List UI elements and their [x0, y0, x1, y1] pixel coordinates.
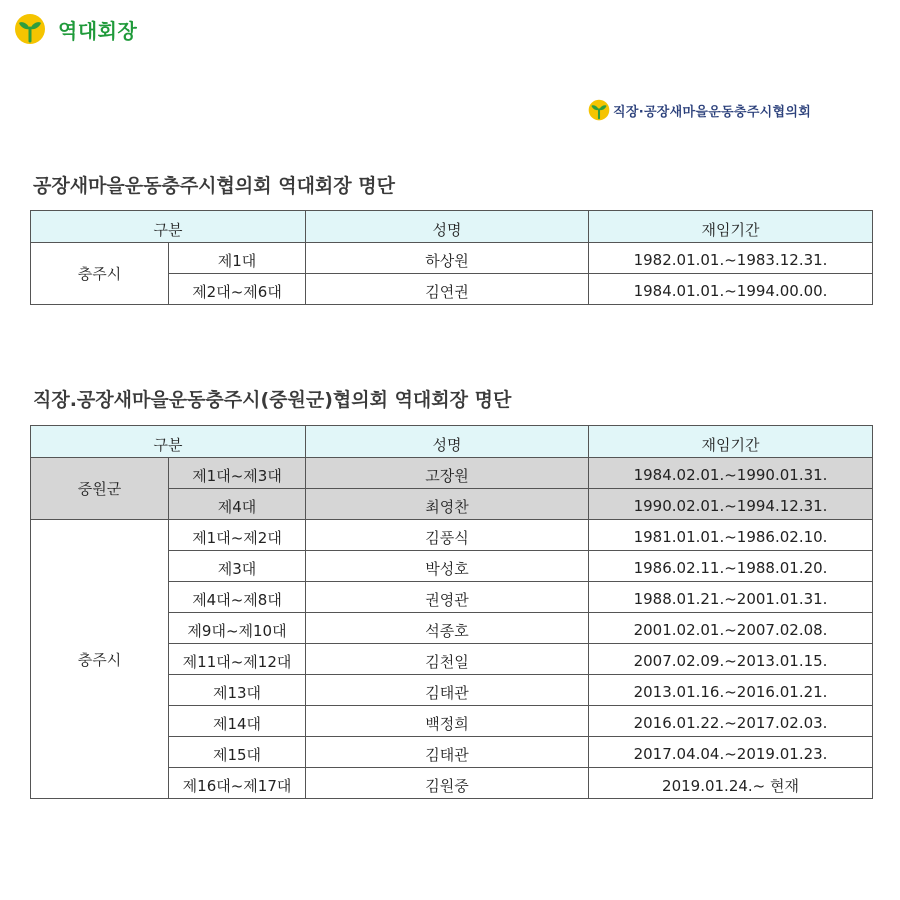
col-header-name: 성명	[306, 211, 589, 243]
term-cell: 제3대	[169, 551, 306, 582]
period-cell: 2001.02.01.~2007.02.08.	[589, 613, 873, 644]
term-cell: 제9대~제10대	[169, 613, 306, 644]
col-header-name: 성명	[306, 426, 589, 458]
page-title: 역대회장	[58, 18, 138, 43]
name-cell: 권영관	[306, 582, 589, 613]
term-cell: 제1대~제3대	[169, 458, 306, 489]
name-cell: 백정희	[306, 706, 589, 737]
period-cell: 2016.01.22.~2017.02.03.	[589, 706, 873, 737]
section1-title: 공장새마을운동충주시협의회 역대회장 명단	[33, 175, 395, 197]
group-cell: 중원군	[31, 458, 169, 520]
period-cell: 2013.01.16.~2016.01.21.	[589, 675, 873, 706]
term-cell: 제16대~제17대	[169, 768, 306, 799]
section1-table	[30, 210, 873, 305]
table-row	[31, 458, 873, 489]
saemaul-logo-icon	[14, 13, 46, 45]
period-cell: 1984.02.01.~1990.01.31.	[589, 458, 873, 489]
org-badge	[588, 97, 811, 123]
col-header-category: 구분	[31, 426, 306, 458]
term-cell: 제13대	[169, 675, 306, 706]
period-cell: 1982.01.01.~1983.12.31.	[589, 243, 873, 274]
term-cell: 제2대~제6대	[169, 274, 306, 305]
table-row	[31, 243, 873, 274]
name-cell: 하상원	[306, 243, 589, 274]
name-cell: 최영찬	[306, 489, 589, 520]
name-cell: 고장원	[306, 458, 589, 489]
group-cell: 충주시	[31, 520, 169, 799]
name-cell: 석종호	[306, 613, 589, 644]
table-header-row	[31, 211, 873, 243]
period-cell: 1986.02.11.~1988.01.20.	[589, 551, 873, 582]
col-header-period: 재임기간	[589, 211, 873, 243]
period-cell: 2017.04.04.~2019.01.23.	[589, 737, 873, 768]
name-cell: 김태관	[306, 737, 589, 768]
page-header	[14, 12, 137, 46]
term-cell: 제4대	[169, 489, 306, 520]
name-cell: 김천일	[306, 644, 589, 675]
saemaul-logo-small-icon	[588, 99, 610, 121]
period-cell: 1990.02.01.~1994.12.31.	[589, 489, 873, 520]
name-cell: 김원중	[306, 768, 589, 799]
name-cell: 박성호	[306, 551, 589, 582]
table-header-row	[31, 426, 873, 458]
term-cell: 제1대	[169, 243, 306, 274]
term-cell: 제1대~제2대	[169, 520, 306, 551]
period-cell: 1984.01.01.~1994.00.00.	[589, 274, 873, 305]
term-cell: 제14대	[169, 706, 306, 737]
period-cell: 1988.01.21.~2001.01.31.	[589, 582, 873, 613]
section2-table	[30, 425, 873, 799]
col-header-period: 재임기간	[589, 426, 873, 458]
name-cell: 김태관	[306, 675, 589, 706]
name-cell: 김풍식	[306, 520, 589, 551]
period-cell: 2007.02.09.~2013.01.15.	[589, 644, 873, 675]
term-cell: 제4대~제8대	[169, 582, 306, 613]
org-name: 직장·공장새마을운동충주시협의회	[613, 104, 812, 120]
period-cell: 1981.01.01.~1986.02.10.	[589, 520, 873, 551]
term-cell: 제11대~제12대	[169, 644, 306, 675]
name-cell: 김연권	[306, 274, 589, 305]
col-header-category: 구분	[31, 211, 306, 243]
term-cell: 제15대	[169, 737, 306, 768]
group-cell: 충주시	[31, 243, 169, 305]
section2-title: 직장.공장새마을운동충주시(중원군)협의회 역대회장 명단	[33, 389, 512, 411]
table-row	[31, 520, 873, 551]
period-cell: 2019.01.24.~ 현재	[589, 768, 873, 799]
